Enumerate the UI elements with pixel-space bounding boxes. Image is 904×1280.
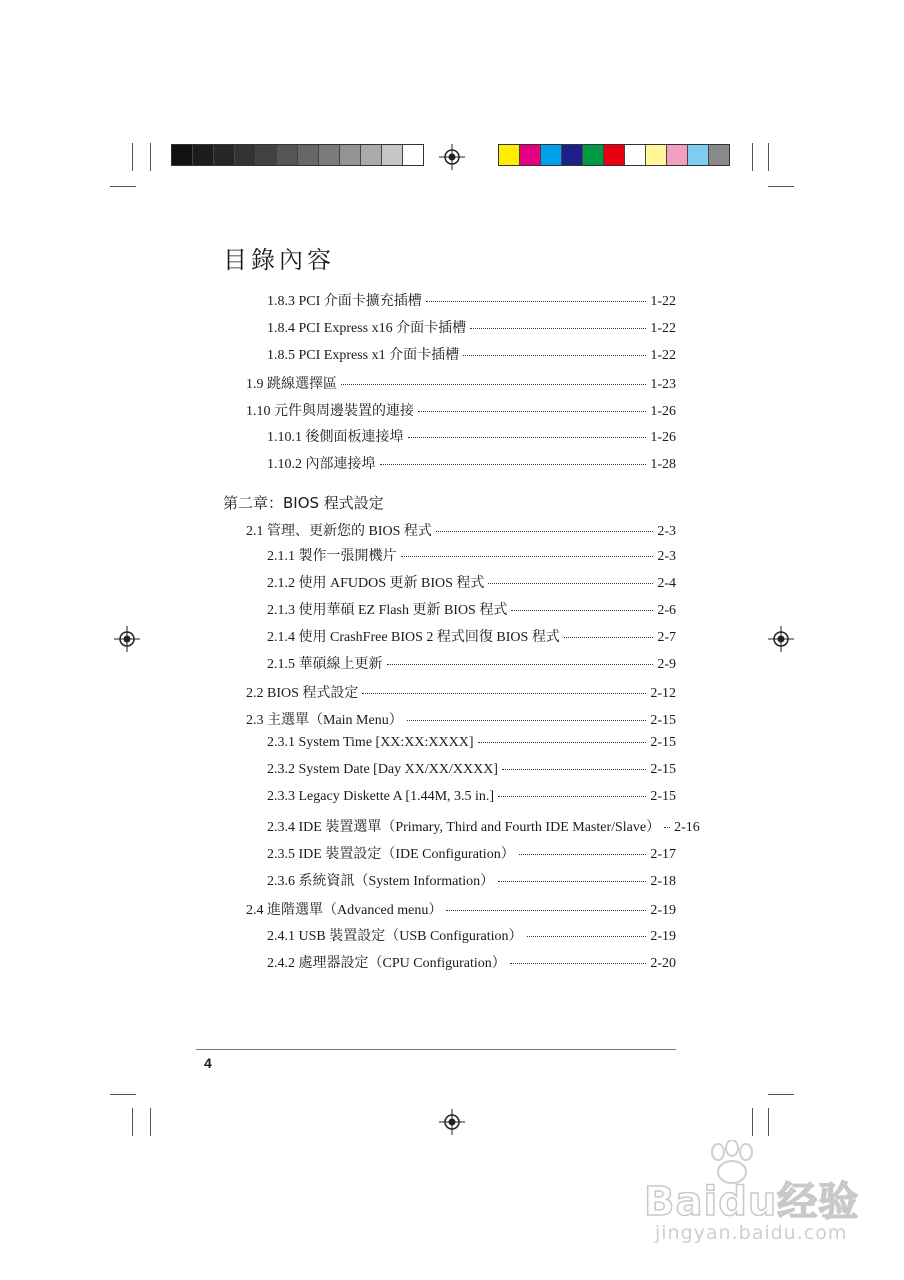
toc-leader-dots bbox=[418, 411, 646, 412]
toc-entry-page: 2-15 bbox=[650, 713, 676, 728]
crop-mark bbox=[150, 143, 151, 171]
toc-leader-dots bbox=[564, 637, 653, 638]
watermark-url: jingyan.baidu.com bbox=[655, 1222, 848, 1244]
toc-entry bbox=[267, 572, 676, 590]
toc-entry-title: 2.4 進階選單（Advanced menu） bbox=[246, 903, 443, 918]
toc-entry-page: 1-22 bbox=[650, 294, 676, 309]
toc-entry-title: 2.4.1 USB 裝置設定（USB Configuration） bbox=[267, 929, 523, 944]
color-swatch bbox=[583, 145, 604, 165]
toc-entry-page: 1-28 bbox=[650, 457, 676, 472]
toc-entry bbox=[267, 925, 676, 943]
toc-entry-title: 2.3.2 System Date [Day XX/XX/XXXX] bbox=[267, 762, 498, 777]
color-swatch bbox=[646, 145, 667, 165]
toc-entry-page: 1-26 bbox=[650, 430, 676, 445]
toc-entry-page: 1-26 bbox=[650, 404, 676, 419]
toc-entry bbox=[267, 816, 700, 835]
toc-leader-dots bbox=[446, 910, 646, 911]
toc-entry-page: 2-12 bbox=[650, 686, 676, 701]
crop-mark bbox=[752, 1108, 753, 1136]
registration-mark-icon bbox=[114, 626, 140, 652]
toc-entry-page: 2-20 bbox=[650, 956, 676, 971]
toc-entry bbox=[267, 626, 676, 644]
color-swatch bbox=[541, 145, 562, 165]
color-swatch bbox=[235, 145, 256, 165]
toc-entry-page: 1-22 bbox=[650, 348, 676, 363]
crop-mark bbox=[752, 143, 753, 171]
color-swatch bbox=[193, 145, 214, 165]
chapter-heading: 第二章：BIOS 程式設定 bbox=[223, 494, 384, 512]
toc-entry bbox=[246, 373, 676, 391]
color-swatch bbox=[277, 145, 298, 165]
toc-entry bbox=[267, 735, 676, 753]
toc-entry-page: 2-17 bbox=[650, 847, 676, 862]
toc-leader-dots bbox=[478, 742, 647, 743]
toc-entry bbox=[267, 952, 676, 970]
crop-mark bbox=[768, 186, 794, 187]
toc-entry-page: 2-19 bbox=[650, 903, 676, 918]
toc-entry bbox=[246, 520, 676, 538]
toc-entry bbox=[246, 709, 676, 727]
toc-leader-dots bbox=[488, 583, 653, 584]
toc-entry-title: 1.10.1 後側面板連接埠 bbox=[267, 430, 404, 445]
toc-entry-page: 2-6 bbox=[657, 603, 676, 618]
toc-entry bbox=[267, 453, 676, 471]
color-swatch bbox=[319, 145, 340, 165]
crop-mark bbox=[132, 1108, 133, 1136]
page-title: 目錄內容 bbox=[223, 246, 335, 274]
toc-entry-page: 2-18 bbox=[650, 874, 676, 889]
toc-entry-title: 1.9 跳線選擇區 bbox=[246, 377, 337, 392]
color-swatch bbox=[403, 145, 423, 165]
toc-entry-title: 1.10 元件與周邊裝置的連接 bbox=[246, 404, 414, 419]
toc-leader-dots bbox=[470, 328, 646, 329]
toc-leader-dots bbox=[502, 769, 646, 770]
toc-entry-title: 1.8.4 PCI Express x16 介面卡插槽 bbox=[267, 321, 467, 336]
toc-entry-title: 2.3.4 IDE 裝置選單（Primary, Third and Fourth IDE Master/Slave） bbox=[267, 820, 661, 835]
toc-leader-dots bbox=[341, 384, 646, 385]
toc-entry-title: 2.1.2 使用 AFUDOS 更新 BIOS 程式 bbox=[267, 576, 485, 591]
toc-entry bbox=[267, 290, 676, 308]
crop-mark bbox=[768, 1108, 769, 1136]
color-swatch bbox=[340, 145, 361, 165]
color-swatch bbox=[604, 145, 625, 165]
color-swatch bbox=[667, 145, 688, 165]
toc-entry bbox=[267, 789, 676, 807]
toc-entry-page: 2-15 bbox=[650, 735, 676, 750]
toc-entry-page: 2-7 bbox=[657, 630, 676, 645]
toc-entry-page: 2-9 bbox=[657, 657, 676, 672]
toc-entry-title: 2.3.6 系統資訊（System Information） bbox=[267, 874, 495, 889]
toc-leader-dots bbox=[510, 963, 647, 964]
toc-entry bbox=[267, 843, 676, 861]
toc-entry-page: 2-4 bbox=[657, 576, 676, 591]
toc-entry-page: 2-19 bbox=[650, 929, 676, 944]
color-swatch bbox=[256, 145, 277, 165]
toc-entry bbox=[267, 344, 676, 362]
toc-entry-page: 2-15 bbox=[650, 789, 676, 804]
registration-mark-icon bbox=[439, 1109, 465, 1135]
color-swatch bbox=[298, 145, 319, 165]
toc-leader-dots bbox=[387, 664, 654, 665]
toc-entry-title: 2.3 主選單（Main Menu） bbox=[246, 713, 403, 728]
toc-entry-title: 2.1.5 華碩線上更新 bbox=[267, 657, 383, 672]
toc-entry-page: 2-3 bbox=[657, 549, 676, 564]
color-swatch bbox=[214, 145, 235, 165]
color-swatch bbox=[499, 145, 520, 165]
color-swatch bbox=[625, 145, 646, 165]
crop-mark bbox=[110, 186, 136, 187]
watermark-logo: Baidu经验 bbox=[644, 1179, 860, 1225]
color-swatch bbox=[382, 145, 403, 165]
toc-leader-dots bbox=[527, 936, 647, 937]
toc-entry-title: 2.2 BIOS 程式設定 bbox=[246, 686, 359, 701]
color-swatch bbox=[172, 145, 193, 165]
toc-entry-page: 1-23 bbox=[650, 377, 676, 392]
crop-mark bbox=[768, 143, 769, 171]
footer-rule bbox=[196, 1049, 676, 1050]
toc-leader-dots bbox=[664, 827, 670, 828]
toc-entry bbox=[267, 870, 676, 888]
toc-entry-page: 1-22 bbox=[650, 321, 676, 336]
toc-entry bbox=[246, 682, 676, 700]
toc-leader-dots bbox=[519, 854, 647, 855]
toc-entry-title: 2.3.3 Legacy Diskette A [1.44M, 3.5 in.] bbox=[267, 789, 495, 804]
toc-entry bbox=[267, 545, 676, 563]
page-number: 4 bbox=[204, 1055, 212, 1071]
toc-leader-dots bbox=[426, 301, 647, 302]
toc-entry bbox=[267, 317, 676, 335]
toc-entry bbox=[267, 653, 676, 671]
toc-entry bbox=[267, 426, 676, 444]
toc-entry-title: 2.1.4 使用 CrashFree BIOS 2 程式回復 BIOS 程式 bbox=[267, 630, 560, 645]
toc-leader-dots bbox=[498, 881, 646, 882]
toc-entry-page: 2-16 bbox=[674, 820, 700, 835]
toc-entry-title: 2.3.5 IDE 裝置設定（IDE Configuration） bbox=[267, 847, 515, 862]
toc-entry-title: 1.8.5 PCI Express x1 介面卡插槽 bbox=[267, 348, 460, 363]
toc-entry bbox=[267, 762, 676, 780]
toc-entry-title: 2.1 管理、更新您的 BIOS 程式 bbox=[246, 524, 432, 539]
registration-mark-icon bbox=[768, 626, 794, 652]
crop-mark bbox=[150, 1108, 151, 1136]
toc-entry bbox=[246, 899, 676, 917]
toc-entry bbox=[267, 599, 676, 617]
color-swatch bbox=[361, 145, 382, 165]
toc-entry-title: 1.8.3 PCI 介面卡擴充插槽 bbox=[267, 294, 422, 309]
color-calibration-bar bbox=[498, 144, 730, 166]
toc-leader-dots bbox=[463, 355, 646, 356]
toc-leader-dots bbox=[498, 796, 646, 797]
toc-entry-title: 2.1.1 製作一張開機片 bbox=[267, 549, 397, 564]
registration-mark-icon bbox=[439, 144, 465, 170]
crop-mark bbox=[110, 1094, 136, 1095]
toc-entry-title: 2.1.3 使用華碩 EZ Flash 更新 BIOS 程式 bbox=[267, 603, 508, 618]
toc-entry-page: 2-15 bbox=[650, 762, 676, 777]
toc-leader-dots bbox=[408, 437, 647, 438]
toc-entry-title: 2.3.1 System Time [XX:XX:XXXX] bbox=[267, 735, 474, 750]
crop-mark bbox=[132, 143, 133, 171]
toc-leader-dots bbox=[511, 610, 653, 611]
toc-entry-title: 1.10.2 內部連接埠 bbox=[267, 457, 376, 472]
toc-entry-page: 2-3 bbox=[657, 524, 676, 539]
crop-mark bbox=[768, 1094, 794, 1095]
color-swatch bbox=[709, 145, 729, 165]
color-swatch bbox=[520, 145, 541, 165]
toc-leader-dots bbox=[401, 556, 654, 557]
grayscale-calibration-bar bbox=[171, 144, 424, 166]
toc-leader-dots bbox=[436, 531, 653, 532]
toc-leader-dots bbox=[407, 720, 647, 721]
toc-entry bbox=[246, 400, 676, 418]
toc-entry-title: 2.4.2 處理器設定（CPU Configuration） bbox=[267, 956, 506, 971]
color-swatch bbox=[688, 145, 709, 165]
toc-leader-dots bbox=[362, 693, 646, 694]
toc-leader-dots bbox=[380, 464, 647, 465]
color-swatch bbox=[562, 145, 583, 165]
